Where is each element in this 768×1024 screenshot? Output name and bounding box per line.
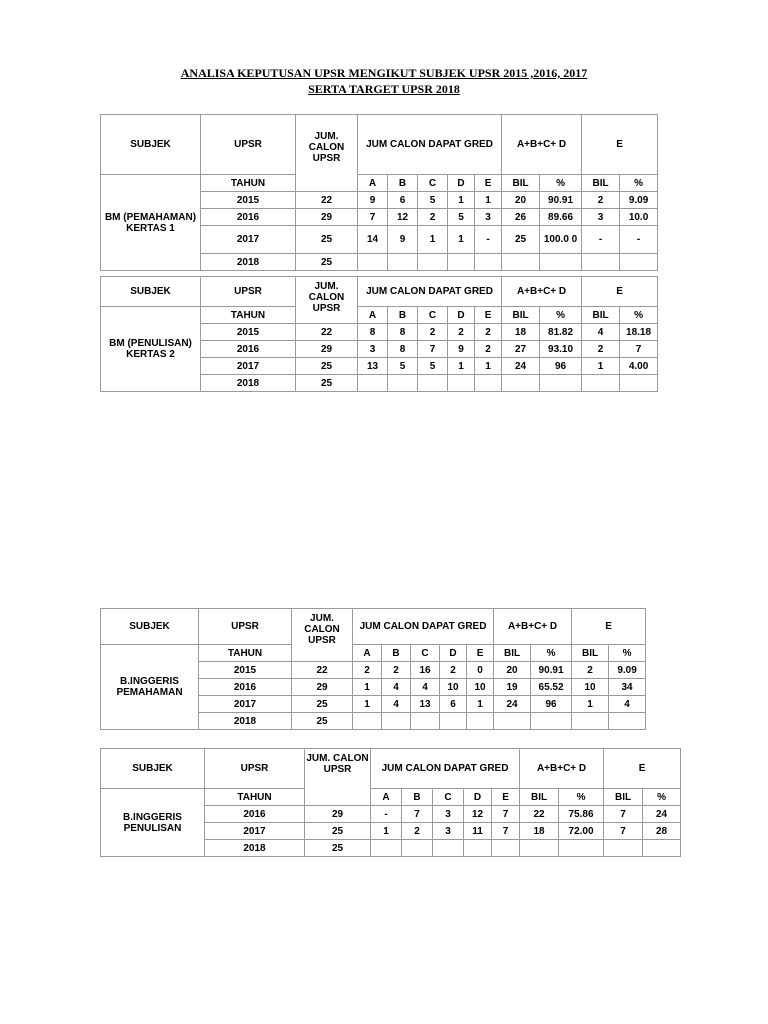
cell-e-pct: 18.18 bbox=[620, 324, 658, 341]
cell-e-pct bbox=[620, 375, 658, 392]
cell-bil: 18 bbox=[520, 823, 559, 840]
cell-e: 2 bbox=[475, 324, 502, 341]
header-jum-calon-dapat-gred: JUM CALON DAPAT GRED bbox=[371, 749, 520, 789]
cell-b: 2 bbox=[402, 823, 433, 840]
cell-jum: 22 bbox=[292, 662, 353, 679]
header-pct: % bbox=[540, 175, 582, 192]
cell-e-pct: 28 bbox=[643, 823, 681, 840]
header-jum-calon-dapat-gred: JUM CALON DAPAT GRED bbox=[358, 115, 502, 175]
cell-b: 4 bbox=[382, 679, 411, 696]
cell-tahun: 2016 bbox=[199, 679, 292, 696]
cell-d: 1 bbox=[448, 192, 475, 209]
cell-e-bil bbox=[572, 713, 609, 730]
cell-jum: 25 bbox=[296, 375, 358, 392]
results-table bbox=[100, 114, 658, 271]
header-e-pct: % bbox=[620, 175, 658, 192]
results-table bbox=[100, 276, 658, 392]
cell-bil: 24 bbox=[494, 696, 531, 713]
header-grade-a: A bbox=[353, 645, 382, 662]
header-grade-d: D bbox=[464, 789, 492, 806]
cell-pct bbox=[540, 375, 582, 392]
subject-name: BM (PEMAHAMAN) KERTAS 1 bbox=[101, 175, 201, 271]
header-e: E bbox=[582, 277, 658, 307]
cell-e-bil: 4 bbox=[582, 324, 620, 341]
cell-pct: 75.86 bbox=[559, 806, 604, 823]
cell-a: - bbox=[371, 806, 402, 823]
cell-pct: 89.66 bbox=[540, 209, 582, 226]
cell-jum: 25 bbox=[305, 823, 371, 840]
cell-a: 13 bbox=[358, 358, 388, 375]
cell-bil bbox=[520, 840, 559, 857]
cell-c bbox=[418, 375, 448, 392]
cell-d: 12 bbox=[464, 806, 492, 823]
header-pct: % bbox=[540, 307, 582, 324]
cell-a: 2 bbox=[353, 662, 382, 679]
cell-e-bil: 7 bbox=[604, 823, 643, 840]
cell-c: 13 bbox=[411, 696, 440, 713]
cell-tahun: 2015 bbox=[199, 662, 292, 679]
cell-c: 5 bbox=[418, 192, 448, 209]
header-upsr: UPSR bbox=[201, 115, 296, 175]
cell-a: 1 bbox=[353, 696, 382, 713]
cell-a bbox=[358, 375, 388, 392]
cell-e-pct: 34 bbox=[609, 679, 646, 696]
cell-jum: 25 bbox=[296, 226, 358, 254]
cell-c bbox=[411, 713, 440, 730]
cell-e: 1 bbox=[467, 696, 494, 713]
cell-pct bbox=[540, 254, 582, 271]
cell-d bbox=[448, 254, 475, 271]
header-e-bil: BIL bbox=[582, 175, 620, 192]
header-e-pct: % bbox=[620, 307, 658, 324]
header-abc: A+B+C+ D bbox=[520, 749, 604, 789]
subject-name: B.INGGERIS PENULISAN bbox=[101, 789, 205, 857]
cell-tahun: 2018 bbox=[201, 375, 296, 392]
cell-e: 1 bbox=[475, 358, 502, 375]
cell-tahun: 2017 bbox=[201, 226, 296, 254]
cell-e bbox=[492, 840, 520, 857]
header-upsr: UPSR bbox=[201, 277, 296, 307]
header-e-bil: BIL bbox=[604, 789, 643, 806]
cell-bil bbox=[502, 375, 540, 392]
header-bil: BIL bbox=[502, 175, 540, 192]
cell-e: 7 bbox=[492, 806, 520, 823]
cell-d: 9 bbox=[448, 341, 475, 358]
cell-e: 0 bbox=[467, 662, 494, 679]
cell-bil: 19 bbox=[494, 679, 531, 696]
cell-e-bil bbox=[604, 840, 643, 857]
cell-jum: 25 bbox=[296, 358, 358, 375]
header-subjek: SUBJEK bbox=[101, 609, 199, 645]
cell-bil: 25 bbox=[502, 226, 540, 254]
cell-c bbox=[433, 840, 464, 857]
cell-e: 7 bbox=[492, 823, 520, 840]
cell-d bbox=[464, 840, 492, 857]
cell-e-bil: 7 bbox=[604, 806, 643, 823]
cell-tahun: 2018 bbox=[201, 254, 296, 271]
header-grade-b: B bbox=[388, 175, 418, 192]
header-jum-calon: JUM. CALON UPSR bbox=[296, 115, 358, 192]
cell-c: 2 bbox=[418, 209, 448, 226]
header-grade-e: E bbox=[467, 645, 494, 662]
header-e: E bbox=[572, 609, 646, 645]
cell-d bbox=[440, 713, 467, 730]
cell-e-pct: 10.0 bbox=[620, 209, 658, 226]
cell-pct bbox=[559, 840, 604, 857]
cell-tahun: 2015 bbox=[201, 324, 296, 341]
cell-a: 1 bbox=[353, 679, 382, 696]
cell-e-bil bbox=[582, 375, 620, 392]
cell-pct: 93.10 bbox=[540, 341, 582, 358]
header-grade-e: E bbox=[475, 175, 502, 192]
header-e-bil: BIL bbox=[572, 645, 609, 662]
cell-d: 1 bbox=[448, 358, 475, 375]
header-grade-a: A bbox=[358, 175, 388, 192]
header-grade-d: D bbox=[448, 307, 475, 324]
cell-e: - bbox=[475, 226, 502, 254]
header-grade-e: E bbox=[492, 789, 520, 806]
subject-name: B.INGGERIS PEMAHAMAN bbox=[101, 645, 199, 730]
cell-pct: 96 bbox=[531, 696, 572, 713]
cell-e-bil: 2 bbox=[572, 662, 609, 679]
cell-c: 2 bbox=[418, 324, 448, 341]
header-abc: A+B+C+ D bbox=[502, 277, 582, 307]
header-tahun: TAHUN bbox=[199, 645, 292, 662]
cell-a bbox=[371, 840, 402, 857]
cell-jum: 25 bbox=[296, 254, 358, 271]
cell-e-bil: 1 bbox=[582, 358, 620, 375]
header-pct: % bbox=[559, 789, 604, 806]
cell-e-bil: 3 bbox=[582, 209, 620, 226]
cell-pct: 72.00 bbox=[559, 823, 604, 840]
cell-e-bil: 2 bbox=[582, 192, 620, 209]
cell-jum: 22 bbox=[296, 324, 358, 341]
cell-tahun: 2015 bbox=[201, 192, 296, 209]
cell-a: 9 bbox=[358, 192, 388, 209]
cell-e-bil bbox=[582, 254, 620, 271]
cell-b: 12 bbox=[388, 209, 418, 226]
cell-e bbox=[475, 254, 502, 271]
cell-e-pct: 9.09 bbox=[609, 662, 646, 679]
cell-c: 3 bbox=[433, 823, 464, 840]
results-table bbox=[100, 748, 681, 857]
cell-a: 8 bbox=[358, 324, 388, 341]
header-upsr: UPSR bbox=[199, 609, 292, 645]
cell-d: 2 bbox=[448, 324, 475, 341]
cell-b: 5 bbox=[388, 358, 418, 375]
cell-b bbox=[388, 375, 418, 392]
cell-b: 8 bbox=[388, 341, 418, 358]
header-subjek: SUBJEK bbox=[101, 277, 201, 307]
cell-e-pct: 9.09 bbox=[620, 192, 658, 209]
cell-c bbox=[418, 254, 448, 271]
cell-e: 10 bbox=[467, 679, 494, 696]
cell-bil bbox=[494, 713, 531, 730]
cell-jum: 22 bbox=[296, 192, 358, 209]
cell-jum: 29 bbox=[305, 806, 371, 823]
header-grade-a: A bbox=[371, 789, 402, 806]
cell-b bbox=[382, 713, 411, 730]
cell-e: 1 bbox=[475, 192, 502, 209]
cell-jum: 29 bbox=[296, 341, 358, 358]
header-grade-c: C bbox=[418, 175, 448, 192]
cell-a: 1 bbox=[371, 823, 402, 840]
header-grade-c: C bbox=[411, 645, 440, 662]
cell-pct: 81.82 bbox=[540, 324, 582, 341]
cell-e-pct: 24 bbox=[643, 806, 681, 823]
header-jum-calon: JUM. CALON UPSR bbox=[292, 609, 353, 662]
cell-b: 8 bbox=[388, 324, 418, 341]
header-tahun: TAHUN bbox=[205, 789, 305, 806]
cell-tahun: 2017 bbox=[201, 358, 296, 375]
header-pct: % bbox=[531, 645, 572, 662]
header-grade-a: A bbox=[358, 307, 388, 324]
cell-d: 10 bbox=[440, 679, 467, 696]
cell-bil: 18 bbox=[502, 324, 540, 341]
cell-c: 3 bbox=[433, 806, 464, 823]
header-bil: BIL bbox=[502, 307, 540, 324]
cell-jum: 25 bbox=[292, 696, 353, 713]
subject-name: BM (PENULISAN) KERTAS 2 bbox=[101, 307, 201, 392]
cell-pct bbox=[531, 713, 572, 730]
results-table bbox=[100, 608, 646, 730]
cell-tahun: 2016 bbox=[205, 806, 305, 823]
cell-c: 1 bbox=[418, 226, 448, 254]
cell-tahun: 2016 bbox=[201, 341, 296, 358]
cell-b bbox=[388, 254, 418, 271]
cell-jum: 29 bbox=[292, 679, 353, 696]
cell-a bbox=[353, 713, 382, 730]
cell-bil: 27 bbox=[502, 341, 540, 358]
cell-a: 3 bbox=[358, 341, 388, 358]
header-jum-calon-dapat-gred: JUM CALON DAPAT GRED bbox=[358, 277, 502, 307]
cell-e-bil: 10 bbox=[572, 679, 609, 696]
header-subjek: SUBJEK bbox=[101, 115, 201, 175]
cell-bil: 22 bbox=[520, 806, 559, 823]
cell-d: 2 bbox=[440, 662, 467, 679]
cell-jum: 25 bbox=[305, 840, 371, 857]
cell-d bbox=[448, 375, 475, 392]
cell-d: 11 bbox=[464, 823, 492, 840]
document-subtitle: SERTA TARGET UPSR 2018 bbox=[308, 82, 460, 96]
cell-e-pct: 4.00 bbox=[620, 358, 658, 375]
header-grade-d: D bbox=[440, 645, 467, 662]
header-e: E bbox=[604, 749, 681, 789]
cell-c: 5 bbox=[418, 358, 448, 375]
cell-b: 4 bbox=[382, 696, 411, 713]
header-tahun: TAHUN bbox=[201, 307, 296, 324]
cell-a: 7 bbox=[358, 209, 388, 226]
cell-pct: 65.52 bbox=[531, 679, 572, 696]
cell-tahun: 2018 bbox=[199, 713, 292, 730]
header-upsr: UPSR bbox=[205, 749, 305, 789]
cell-tahun: 2017 bbox=[205, 823, 305, 840]
cell-bil: 26 bbox=[502, 209, 540, 226]
header-jum-calon: JUM. CALON UPSR bbox=[296, 277, 358, 324]
cell-pct: 90.91 bbox=[540, 192, 582, 209]
cell-c: 16 bbox=[411, 662, 440, 679]
cell-bil: 24 bbox=[502, 358, 540, 375]
cell-jum: 25 bbox=[292, 713, 353, 730]
header-grade-b: B bbox=[402, 789, 433, 806]
cell-d: 5 bbox=[448, 209, 475, 226]
document-title: ANALISA KEPUTUSAN UPSR MENGIKUT SUBJEK UPSR 2015 ,2016, 2017 bbox=[180, 66, 588, 80]
header-bil: BIL bbox=[520, 789, 559, 806]
cell-e-bil: 2 bbox=[582, 341, 620, 358]
header-abc: A+B+C+ D bbox=[502, 115, 582, 175]
cell-pct: 90.91 bbox=[531, 662, 572, 679]
cell-b: 6 bbox=[388, 192, 418, 209]
header-grade-b: B bbox=[388, 307, 418, 324]
cell-tahun: 2018 bbox=[205, 840, 305, 857]
cell-e bbox=[467, 713, 494, 730]
header-tahun: TAHUN bbox=[201, 175, 296, 192]
cell-pct: 100.0 0 bbox=[540, 226, 582, 254]
cell-e-pct bbox=[620, 254, 658, 271]
cell-e-bil: - bbox=[582, 226, 620, 254]
header-subjek: SUBJEK bbox=[101, 749, 205, 789]
cell-e: 3 bbox=[475, 209, 502, 226]
header-grade-c: C bbox=[418, 307, 448, 324]
cell-tahun: 2017 bbox=[199, 696, 292, 713]
cell-d: 6 bbox=[440, 696, 467, 713]
cell-bil: 20 bbox=[494, 662, 531, 679]
cell-jum: 29 bbox=[296, 209, 358, 226]
cell-e-bil: 1 bbox=[572, 696, 609, 713]
header-e-bil: BIL bbox=[582, 307, 620, 324]
cell-tahun: 2016 bbox=[201, 209, 296, 226]
cell-e-pct bbox=[609, 713, 646, 730]
header-e: E bbox=[582, 115, 658, 175]
cell-e-pct: 4 bbox=[609, 696, 646, 713]
cell-b: 7 bbox=[402, 806, 433, 823]
cell-a bbox=[358, 254, 388, 271]
header-e-pct: % bbox=[609, 645, 646, 662]
cell-e bbox=[475, 375, 502, 392]
cell-c: 4 bbox=[411, 679, 440, 696]
header-grade-b: B bbox=[382, 645, 411, 662]
cell-e: 2 bbox=[475, 341, 502, 358]
cell-e-pct: - bbox=[620, 226, 658, 254]
cell-c: 7 bbox=[418, 341, 448, 358]
cell-b bbox=[402, 840, 433, 857]
cell-a: 14 bbox=[358, 226, 388, 254]
cell-bil bbox=[502, 254, 540, 271]
header-abc: A+B+C+ D bbox=[494, 609, 572, 645]
cell-e-pct: 7 bbox=[620, 341, 658, 358]
cell-bil: 20 bbox=[502, 192, 540, 209]
cell-b: 9 bbox=[388, 226, 418, 254]
cell-b: 2 bbox=[382, 662, 411, 679]
header-grade-e: E bbox=[475, 307, 502, 324]
header-grade-d: D bbox=[448, 175, 475, 192]
cell-pct: 96 bbox=[540, 358, 582, 375]
header-e-pct: % bbox=[643, 789, 681, 806]
cell-d: 1 bbox=[448, 226, 475, 254]
cell-e-pct bbox=[643, 840, 681, 857]
header-bil: BIL bbox=[494, 645, 531, 662]
header-jum-calon: JUM. CALON UPSR bbox=[305, 749, 371, 806]
header-grade-c: C bbox=[433, 789, 464, 806]
header-jum-calon-dapat-gred: JUM CALON DAPAT GRED bbox=[353, 609, 494, 645]
